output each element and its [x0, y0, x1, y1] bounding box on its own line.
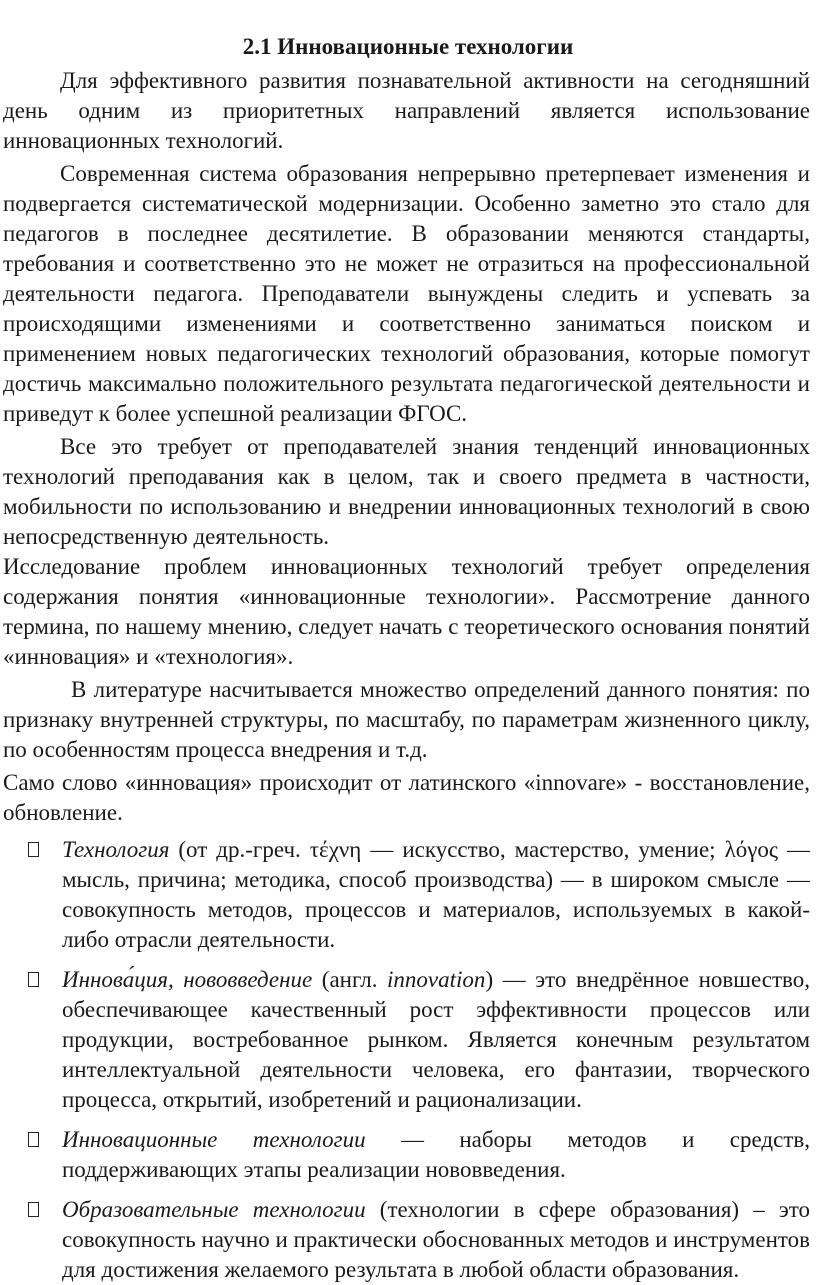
- definition-term-english: innovation: [387, 967, 486, 992]
- definition-term: Инновационные технологии: [62, 1127, 366, 1152]
- definition-text: ) — это внедрённое новшество, обеспечивающее качественный рост эффективности процессов или продукции, востребованное рынком. Является конечным результатом интеллектуальной деятельности человека, его фантазии, творческого процесса, открытий, изобретений и рационализации.: [62, 967, 810, 1112]
- definition-item-technology: [0, 835, 816, 955]
- paragraph-3: Все это требует от преподавателей знания тенденций инновационных технологий преподавания как в целом, так и своего предмета в частности, мобильности по использованию и внедрении инновационных технологий в свою непосредственную деятельность.: [3, 434, 810, 549]
- definition-text: (от др.-греч. τέχνη — искусство, мастерство, умение; λόγος — мысль, причина; методика, способ производства) — в широком смысле — совокупность методов, процессов и материалов, используемых в какой-либо отрасли деятельности.: [62, 837, 810, 952]
- paragraph-2: Современная система образования непрерывно претерпевает изменения и подвергается систематической модернизации. Особенно заметно это стало для педагогов в последнее десятилетие. В образовании меняются стандарты, требования и соответственно это не может не отразиться на профессиональной деятельности педагога. Преподаватели вынуждены следить и успевать за происходящими изменениями и соответственно заниматься поиском и применением новых педагогических технологий образования, которые помогут достичь максимально положительного результата педагогической деятельности и приведут к более успешной реализации ФГОС.: [3, 161, 810, 426]
- definition-text-prefix: (англ.: [312, 967, 388, 992]
- bullet-icon: [28, 1132, 39, 1147]
- definition-list: [0, 835, 816, 1285]
- section-heading: 2.1 Инновационные технологии: [242, 34, 574, 59]
- definition-item-educational-technologies: [0, 1195, 816, 1285]
- bullet-icon: [28, 972, 39, 987]
- bullet-icon: [28, 842, 39, 857]
- definition-text: — наборы методов и средств, поддерживающих этапы реализации нововведения.: [62, 1127, 810, 1182]
- definition-text: (технологии в сфере образования) – это совокупность научно и практически обоснованных методов и инструментов для достижения желаемого результата в любой области образования.: [62, 1197, 810, 1282]
- definition-item-innovative-technologies: [0, 1125, 816, 1185]
- paragraph-4: Исследование проблем инновационных технологий требует определения содержания понятия «инновационные технологии». Рассмотрение данного термина, по нашему мнению, следует начать с теоретического основания понятий «инновация» и «технология».: [3, 554, 810, 669]
- bullet-icon: [28, 1202, 39, 1217]
- paragraph-6: Само слово «инновация» происходит от латинского «innovare» - восстановление, обновление.: [3, 770, 810, 825]
- definition-term: Образовательные технологии: [62, 1197, 366, 1222]
- paragraph-1: Для эффективного развития познавательной активности на сегодняшний день одним из приоритетных направлений является использование инновационных технологий.: [3, 68, 810, 153]
- paragraph-5: В литературе насчитывается множество определений данного понятия: по признаку внутренней структуры, по масштабу, по параметрам жизненного циклу, по особенностям процесса внедрения и т.д.: [3, 677, 810, 762]
- definition-term: Технология: [62, 837, 170, 862]
- definition-item-innovation: [0, 965, 816, 1115]
- definition-term: Иннова́ция, нововведение: [62, 967, 313, 992]
